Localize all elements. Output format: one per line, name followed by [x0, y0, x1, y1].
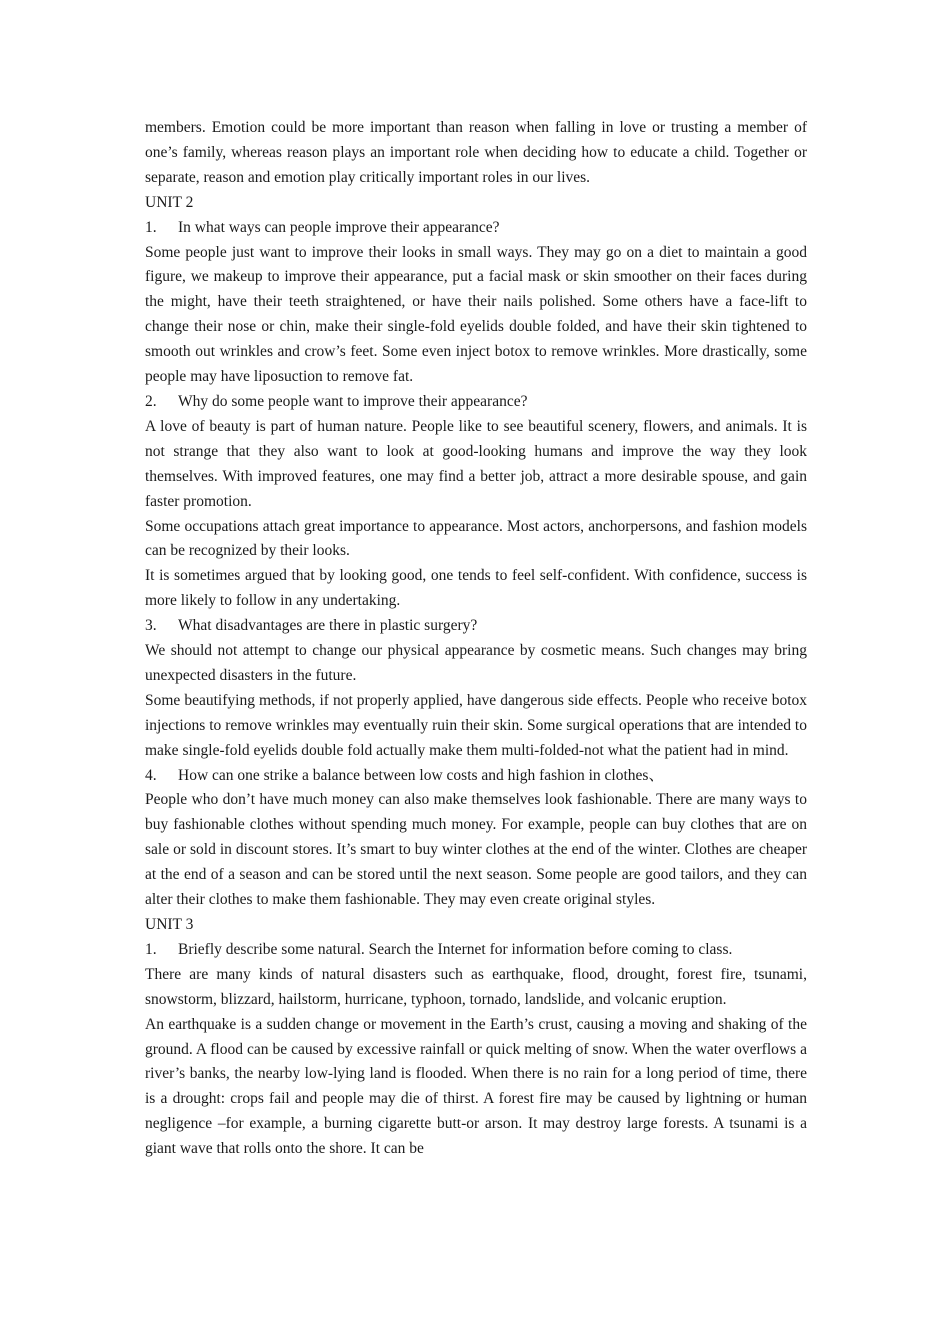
question-text: How can one strike a balance between low costs and high fashion in clothes、 — [178, 766, 664, 784]
unit-2-question-3 — [145, 614, 807, 639]
question-number: 4. — [145, 766, 157, 784]
unit-2-answer-2-paragraph-1: A love of beauty is part of human nature. People like to see beautiful scenery, flowers, and animals. It is not strange that they also want to look at good-looking humans and improve the way they look themselves. With improved features, one may find a better job, attract a more desirable spouse, and gain faster promotion. — [145, 417, 807, 510]
unit-3-answer-1-paragraph-2: An earthquake is a sudden change or movement in the Earth’s crust, causing a moving and shaking of the ground. A flood can be caused by excessive rainfall or quick melting of snow. When the water overflows a river’s banks, the nearby low-lying land is flooded. When there is no rain for a long period of time, there is a drought: crops fail and people may die of thirst. A forest fire may be caused by lightning or human negligence –for example, a burning cigarette butt-or arson. It may destroy large forests. A tsunami is a giant wave that rolls onto the shore. It can be — [145, 1015, 807, 1158]
unit-3-heading: UNIT 3 — [145, 916, 194, 933]
unit-2-question-1 — [145, 216, 807, 241]
unit-2-question-2 — [145, 390, 807, 415]
question-text: In what ways can people improve their appearance? — [178, 218, 500, 236]
unit-2-answer-4: People who don’t have much money can also make themselves look fashionable. There are many ways to buy fashionable clothes without spending much money. For example, people can buy clothes that are on sale or sold in discount stores. It’s smart to buy winter clothes at the end of the winter. Clothes are cheaper at the end of a season and can be stored until the next season. Some people are good tailors, and they can alter their clothes to make them fashionable. They may even create original styles. — [145, 791, 807, 909]
unit-2-answer-1: Some people just want to improve their looks in small ways. They may go on a diet to maintain a good figure, we makeup to improve their appearance, put a facial mask or skin smoother on their faces during the might, have their teeth straightened, or have their nails polished. Some others have a face-lift to change their nose or chin, make their single-fold eyelids double folded, and have their skin tightened to smooth out wrinkles and crow’s feet. Some even inject botox to remove wrinkles. More drastically, some people may have liposuction to remove fat. — [145, 243, 807, 386]
unit-3-answer-1-paragraph-1: There are many kinds of natural disasters such as earthquake, flood, drought, forest fire, tsunami, snowstorm, blizzard, hailstorm, hurricane, typhoon, tornado, landslide, and volcanic eruption. — [145, 965, 807, 1008]
unit-2-answer-3-paragraph-1: We should not attempt to change our physical appearance by cosmetic means. Such changes may bring unexpected disasters in the future. — [145, 642, 807, 684]
question-text: Briefly describe some natural. Search the Internet for information before coming to class. — [178, 940, 733, 958]
unit-2-heading: UNIT 2 — [145, 193, 194, 211]
question-number: 1. — [145, 940, 157, 958]
question-number: 1. — [145, 218, 157, 236]
unit-2-question-4 — [145, 764, 807, 789]
question-number: 2. — [145, 392, 157, 410]
question-text: Why do some people want to improve their appearance? — [178, 392, 528, 410]
unit-2-answer-2-paragraph-3: It is sometimes argued that by looking good, one tends to feel self-confident. With confidence, success is more likely to follow in any undertaking. — [145, 567, 807, 610]
unit-2-answer-2-paragraph-2: Some occupations attach great importance to appearance. Most actors, anchorpersons, and fashion models can be recognized by their looks. — [145, 517, 807, 560]
question-text: What disadvantages are there in plastic surgery? — [178, 617, 478, 635]
document-body — [145, 116, 807, 1162]
intro-paragraph: members. Emotion could be more important than reason when falling in love or trusting a member of one’s family, whereas reason plays an important role when deciding how to educate a child. Together or separate, reason and emotion play critically important roles in our lives. — [145, 119, 807, 186]
unit-3-question-1 — [145, 938, 807, 963]
unit-2-answer-3-paragraph-2: Some beautifying methods, if not properly applied, have dangerous side effects. People who receive botox injections to remove wrinkles may eventually ruin their skin. Some surgical operations that are intended to make single-fold eyelids double fold actually make them multi-folded-not what the patient had in mind. — [145, 691, 807, 759]
question-number: 3. — [145, 617, 157, 635]
